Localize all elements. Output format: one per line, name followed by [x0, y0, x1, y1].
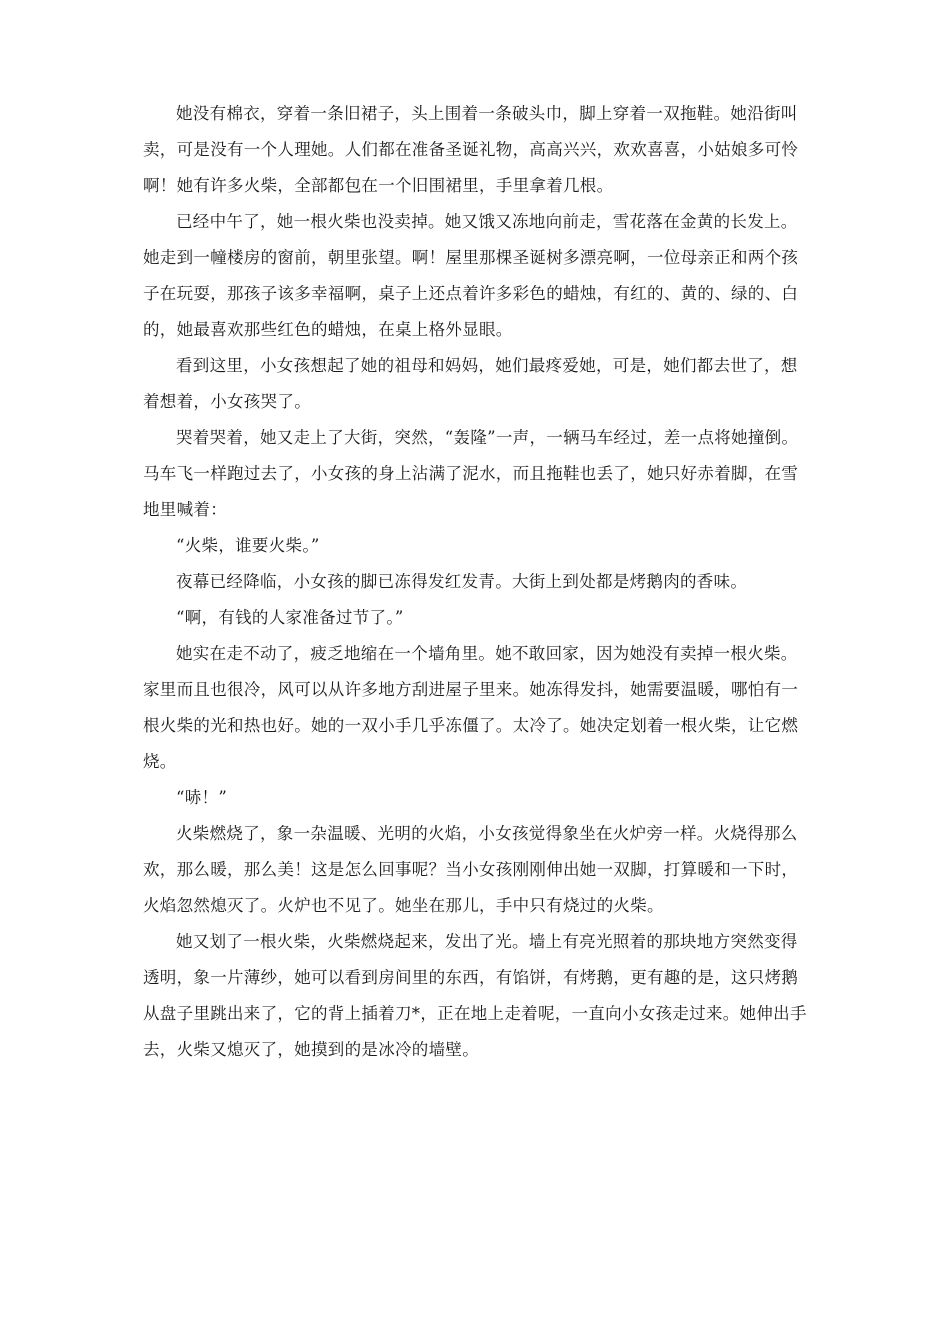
- paragraph: [143, 96, 811, 204]
- text-line: 根火柴的光和热也好。她的一双小手几乎冻僵了。太冷了。她决定划着一根火柴，让它燃: [143, 716, 799, 735]
- text-line: 去，火柴又熄灭了，她摸到的是冰冷的墙壁。: [143, 1040, 479, 1059]
- text-line: 啊！她有许多火柴，全部都包在一个旧围裙里，手里拿着几根。: [143, 176, 614, 195]
- paragraph: [143, 924, 811, 1068]
- text-line: 马车飞一样跑过去了，小女孩的身上沾满了泥水，而且拖鞋也丢了，她只好赤着脚，在雪: [143, 464, 799, 483]
- text-line: 火焰忽然熄灭了。火炉也不见了。她坐在那儿，手中只有烧过的火柴。: [143, 896, 664, 915]
- paragraph: [143, 420, 811, 528]
- text-line: 她走到一幢楼房的窗前，朝里张望。啊！屋里那棵圣诞树多漂亮啊，一位母亲正和两个孩: [143, 248, 799, 267]
- text-line: 哭着哭着，她又走上了大街，突然，“轰隆”一声，一辆马车经过，差一点将她撞倒。: [176, 428, 799, 447]
- text-line: 夜幕已经降临，小女孩的脚已冻得发红发青。大街上到处都是烤鹅肉的香味。: [176, 572, 748, 591]
- paragraph: [143, 348, 811, 420]
- paragraph: [143, 204, 811, 348]
- text-line: 从盘子里跳出来了，它的背上插着刀*，正在地上走着呢，一直向小女孩走过来。她伸出手: [143, 1004, 807, 1023]
- paragraph: [143, 780, 811, 816]
- text-line: 的，她最喜欢那些红色的蜡烛，在桌上格外显眼。: [143, 320, 513, 339]
- text-line: 着想着，小女孩哭了。: [143, 392, 311, 411]
- paragraph: [143, 816, 811, 924]
- document-body: [143, 96, 811, 1068]
- paragraph: [143, 636, 811, 780]
- text-line: 烧。: [143, 752, 177, 771]
- text-line: 透明，象一片薄纱，她可以看到房间里的东西，有馅饼，有烤鹅，更有趣的是，这只烤鹅: [143, 968, 799, 987]
- paragraph: [143, 600, 811, 636]
- text-line: 她实在走不动了，疲乏地缩在一个墙角里。她不敢回家，因为她没有卖掉一根火柴。: [176, 644, 798, 663]
- text-line: “哧！”: [176, 788, 228, 807]
- text-line: “火柴，谁要火柴。”: [176, 536, 320, 555]
- text-line: 家里而且也很冷，风可以从许多地方刮进屋子里来。她冻得发抖，她需要温暖，哪怕有一: [143, 680, 799, 699]
- text-line: 已经中午了，她一根火柴也没卖掉。她又饿又冻地向前走，雪花落在金黄的长发上。: [176, 212, 798, 231]
- text-line: 看到这里，小女孩想起了她的祖母和妈妈，她们最疼爱她，可是，她们都去世了，想: [176, 356, 798, 375]
- paragraph: [143, 564, 811, 600]
- text-line: 子在玩耍，那孩子该多幸福啊，桌子上还点着许多彩色的蜡烛，有红的、黄的、绿的、白: [143, 284, 799, 303]
- text-line: 她没有棉衣，穿着一条旧裙子，头上围着一条破头巾，脚上穿着一双拖鞋。她沿街叫: [176, 104, 798, 123]
- text-line: 地里喊着：: [143, 500, 227, 519]
- text-line: 卖，可是没有一个人理她。人们都在准备圣诞礼物，高高兴兴，欢欢喜喜，小姑娘多可怜: [143, 140, 799, 159]
- text-line: 她又划了一根火柴，火柴燃烧起来，发出了光。墙上有亮光照着的那块地方突然变得: [176, 932, 798, 951]
- text-line: 欢，那么暖，那么美！这是怎么回事呢？当小女孩刚刚伸出她一双脚，打算暖和一下时，: [143, 860, 799, 879]
- paragraph: [143, 528, 811, 564]
- text-line: “啊，有钱的人家准备过节了。”: [176, 608, 404, 627]
- text-line: 火柴燃烧了，象一杂温暖、光明的火焰，小女孩觉得象坐在火炉旁一样。火烧得那么: [176, 824, 798, 843]
